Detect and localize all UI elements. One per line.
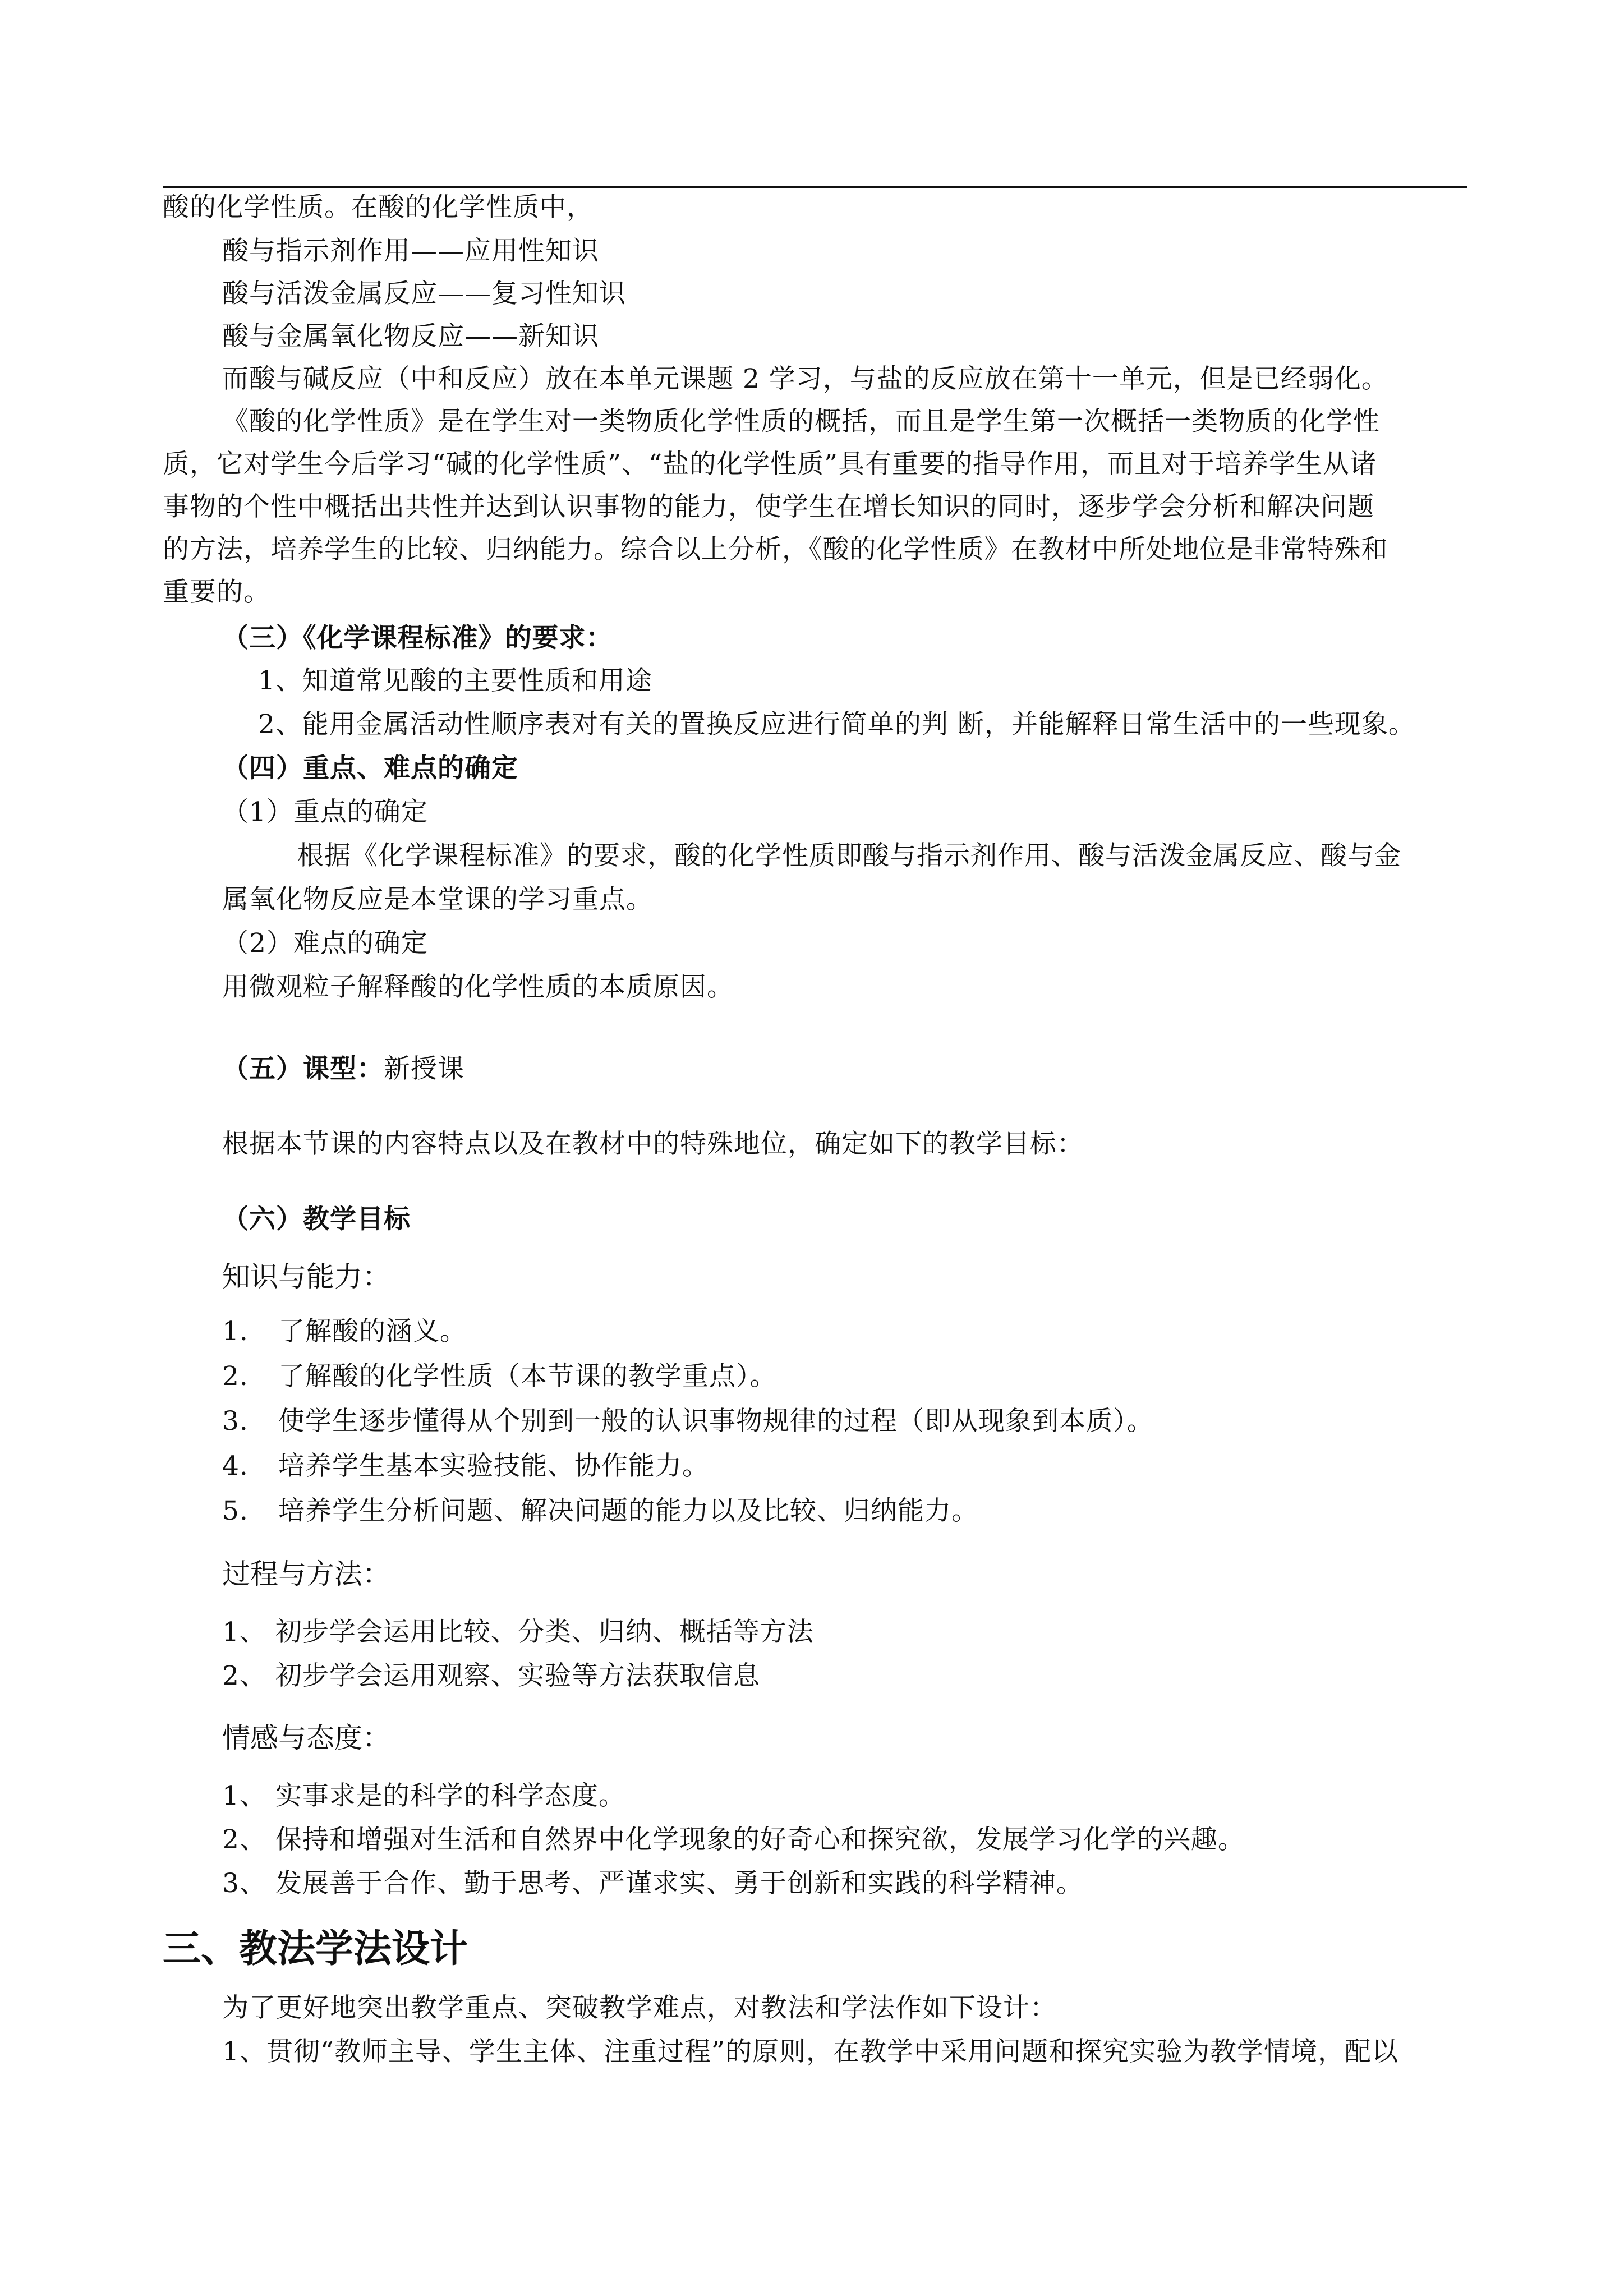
- objectives-intro: 根据本节课的内容特点以及在教材中的特殊地位，确定如下的教学目标：: [222, 1129, 1084, 1159]
- item-number: 4.: [222, 1451, 249, 1481]
- paragraph-line: 重要的。: [163, 577, 270, 608]
- acid-list-item: 酸与活泼金属反应——复习性知识: [222, 278, 626, 309]
- section-heading-objectives: （六）教学目标: [222, 1204, 411, 1235]
- process-heading: 过程与方法：: [222, 1558, 390, 1590]
- item-number: 5.: [222, 1496, 249, 1526]
- paragraph-line: 的方法，培养学生的比较、归纳能力。综合以上分析，《酸的化学性质》在教材中所处地位是非常特殊和: [163, 534, 1388, 565]
- key-point-text: 根据《化学课程标准》的要求，酸的化学性质即酸与指示剂作用、酸与活泼金属反应、酸与金: [297, 840, 1401, 871]
- emotion-item: 3、 发展善于合作、勤于思考、严谨求实、勇于创新和实践的科学精神。: [222, 1868, 1083, 1899]
- section-heading-standard: （三）《化学课程标准》的要求：: [222, 623, 613, 654]
- knowledge-item: [222, 1494, 978, 1528]
- item-number: 3.: [222, 1406, 249, 1437]
- knowledge-item: [222, 1315, 467, 1349]
- lesson-type-value: 新授课: [384, 1053, 464, 1084]
- lesson-type-label: （五）课型：: [222, 1053, 384, 1084]
- teaching-methods-text: 为了更好地突出教学重点、突破教学难点，对教法和学法作如下设计：: [222, 1993, 1057, 2023]
- process-item: 1、 初步学会运用比较、分类、归纳、概括等方法: [222, 1617, 814, 1648]
- header-rule: [163, 186, 1467, 188]
- paragraph-line: 事物的个性中概括出共性并达到认识事物的能力，使学生在增长知识的同时，逐步学会分析和解决问题: [163, 491, 1374, 522]
- paragraph-line: 质，它对学生今后学习“碱的化学性质”、“盐的化学性质”具有重要的指导作用，而且对于培养学生从诸: [163, 449, 1377, 480]
- standard-item: 1、知道常见酸的主要性质和用途: [258, 665, 652, 696]
- knowledge-heading: 知识与能力：: [222, 1260, 390, 1293]
- acid-list-item: 酸与金属氧化物反应——新知识: [222, 321, 599, 352]
- section-heading-key-points: （四）重点、难点的确定: [222, 753, 518, 784]
- key-point-text: 属氧化物反应是本堂课的学习重点。: [222, 884, 653, 915]
- item-text: 使学生逐步懂得从个别到一般的认识事物规律的过程（即从现象到本质）。: [278, 1406, 1154, 1437]
- teaching-methods-text: 1、贯彻“教师主导、学生主体、注重过程”的原则，在教学中采用问题和探究实验为教学情境，配以: [222, 2036, 1398, 2067]
- paragraph-neutralization: 而酸与碱反应（中和反应）放在本单元课题 2 学习，与盐的反应放在第十一单元，但是已经弱化。: [222, 364, 1388, 394]
- emotion-item: 2、 保持和增强对生活和自然界中化学现象的好奇心和探究欲，发展学习化学的兴趣。: [222, 1824, 1245, 1855]
- difficult-point-heading: （2）难点的确定: [222, 928, 428, 959]
- item-text: 了解酸的化学性质（本节课的教学重点）。: [278, 1361, 777, 1392]
- item-number: 1.: [222, 1316, 249, 1347]
- item-text: 培养学生基本实验技能、协作能力。: [278, 1451, 709, 1481]
- paragraph-line: 《酸的化学性质》是在学生对一类物质化学性质的概括，而且是学生第一次概括一类物质的化学性: [222, 406, 1380, 437]
- paragraph-intro: 酸的化学性质。在酸的化学性质中，: [163, 192, 594, 223]
- difficult-point-text: 用微观粒子解释酸的化学性质的本质原因。: [222, 972, 734, 1002]
- standard-item: 2、能用金属活动性顺序表对有关的置换反应进行简单的判 断，并能解释日常生活中的一些现象。: [258, 709, 1415, 740]
- acid-list-item: 酸与指示剂作用——应用性知识: [222, 236, 599, 266]
- item-number: 2.: [222, 1361, 249, 1392]
- part-heading-teaching-methods: 三、教法学法设计: [163, 1926, 468, 1971]
- key-point-heading: （1）重点的确定: [222, 797, 428, 827]
- knowledge-item: [222, 1360, 777, 1393]
- knowledge-item: [222, 1450, 709, 1483]
- process-item: 2、 初步学会运用观察、实验等方法获取信息: [222, 1660, 760, 1691]
- lesson-type: [222, 1052, 464, 1086]
- item-text: 培养学生分析问题、解决问题的能力以及比较、归纳能力。: [278, 1496, 978, 1526]
- item-text: 了解酸的涵义。: [278, 1316, 467, 1347]
- emotion-heading: 情感与态度：: [222, 1722, 390, 1754]
- knowledge-item: [222, 1405, 1154, 1438]
- emotion-item: 1、 实事求是的科学的科学态度。: [222, 1780, 625, 1811]
